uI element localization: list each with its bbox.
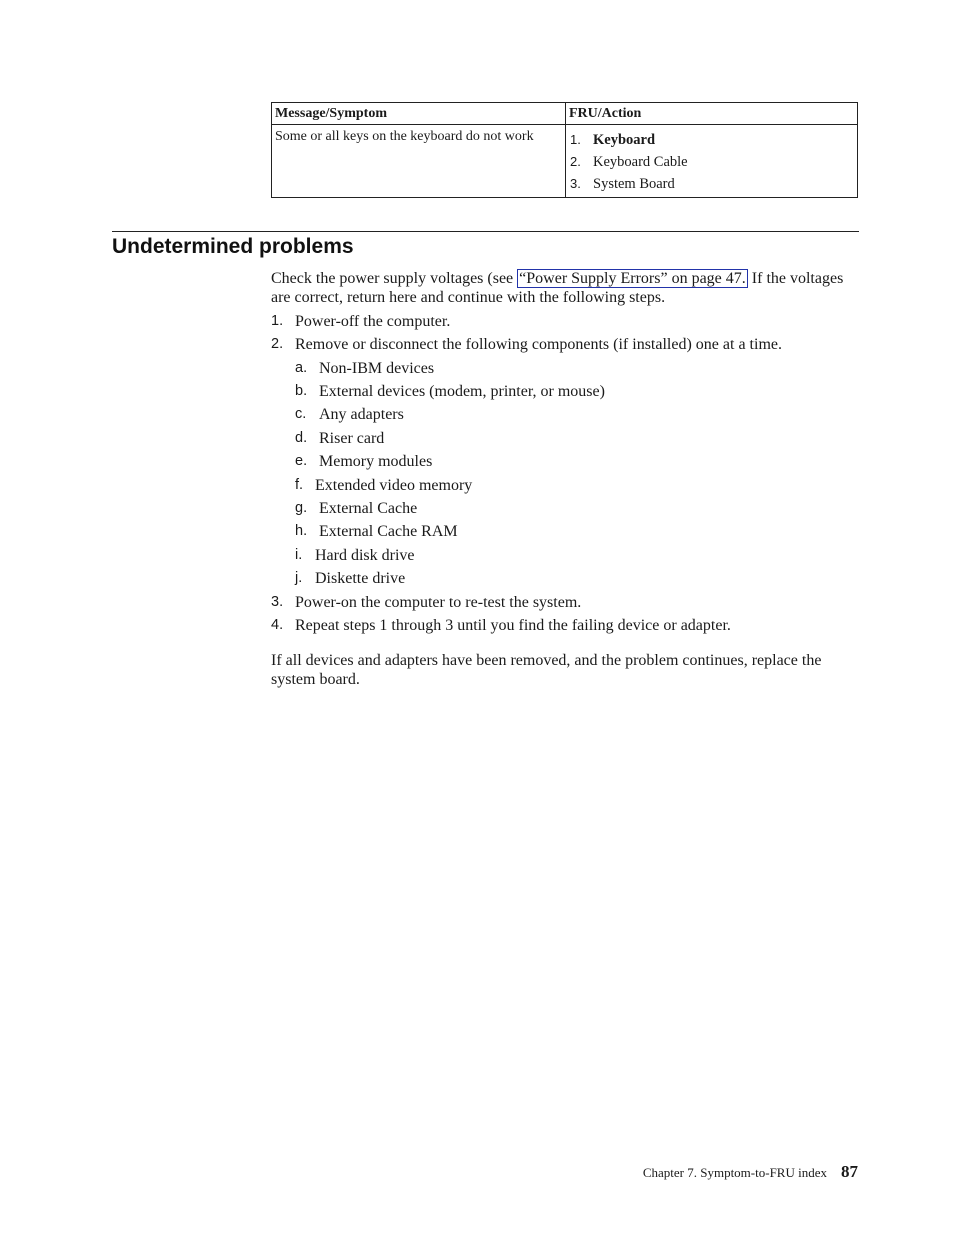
section-title: Undetermined problems [112,235,354,258]
power-supply-errors-link[interactable]: “Power Supply Errors” on page 47. [519,270,746,287]
fru-action-list [569,127,854,195]
substep-item: a. Non-IBM devices [295,359,435,377]
fru-action-cell [566,125,858,198]
fru-system-board: System Board [593,176,675,192]
step-item: 3. Power-on the computer to re-test the system. [271,593,582,611]
components-sublist [295,357,859,591]
intro-paragraph: Check the power supply voltages (see “Power Supply Errors” on page 47. If the voltages are correct, return here and continue with the following steps. [271,270,844,306]
closing-paragraph: If all devices and adapters have been removed, and the problem continues, replace the system board. [271,652,822,688]
chapter-title: Chapter 7. Symptom-to-FRU index [642,1165,827,1180]
substep-item: h. External Cache RAM [295,523,458,541]
table-header-fru-action: FRU/Action [566,103,858,125]
fru-keyboard-cable: Keyboard Cable [593,154,688,170]
symptom-fru-table [271,102,858,198]
substep-item: d. Riser card [295,429,385,447]
table-header-symptom: Message/Symptom [272,103,566,125]
steps-list [271,310,859,637]
page-footer [643,1162,858,1183]
substep-item: g. External Cache [295,500,418,518]
list-item: 1. Keyboard [570,132,656,148]
table-row [272,125,858,198]
step-item: 2. Remove or disconnect the following components (if installed) one at a time. a. Non-IBM devices b. External devices (modem, printer, or mouse) c. Any adapters d. Riser card e. Memory modules f. Extended video memory g. External Cache h. External Cache RAM i. Hard disk drive j. Diskette drive [271,333,859,590]
substep-item: c. Any adapters [295,406,404,424]
page-number: 87 [841,1162,858,1181]
fru-keyboard: Keyboard [593,132,656,148]
substep-item: j. Diskette drive [295,570,406,588]
step-item: 1. Power-off the computer. [271,313,451,330]
step-item: 4. Repeat steps 1 through 3 until you find the failing device or adapter. [271,616,731,634]
substep-item: b. External devices (modem, printer, or mouse) [295,383,605,400]
substep-item: e. Memory modules [295,453,433,471]
symptom-cell: Some or all keys on the keyboard do not work [272,125,566,198]
substep-item: i. Hard disk drive [295,546,415,564]
list-item: 3. System Board [570,176,675,192]
list-item: 2. Keyboard Cable [570,154,688,170]
substep-item: f. Extended video memory [295,476,473,494]
